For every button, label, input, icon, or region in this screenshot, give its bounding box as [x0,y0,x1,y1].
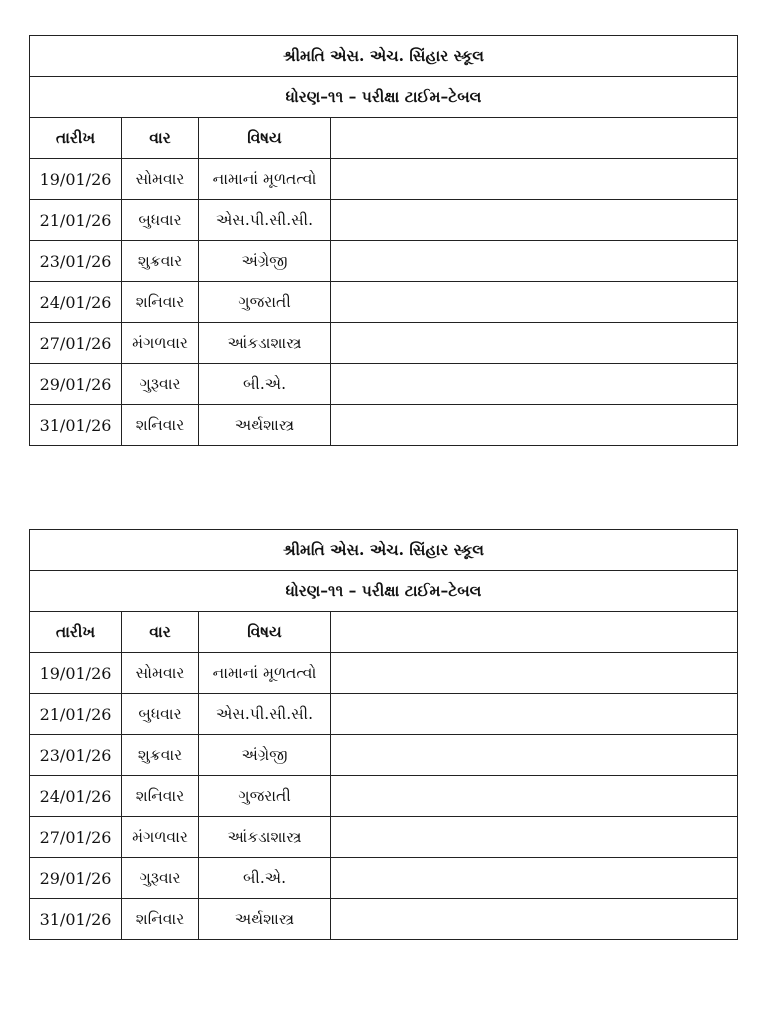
blank-cell [331,323,738,364]
title-row [30,530,738,571]
date-cell: 29/01/26 [30,364,122,405]
table-row [30,653,738,694]
date-cell: 19/01/26 [30,159,122,200]
day-cell: શુક્રવાર [122,241,199,282]
day-cell: શનિવાર [122,405,199,446]
header-row [30,118,738,159]
date-cell: 27/01/26 [30,323,122,364]
subject-cell: અર્થશાસ્ત્ર [199,899,331,940]
subject-cell: નામાનાં મૂળતત્વો [199,159,331,200]
date-cell: 24/01/26 [30,282,122,323]
table-row [30,899,738,940]
exam-timetable-1 [29,35,738,446]
date-cell: 31/01/26 [30,405,122,446]
table-row [30,735,738,776]
subject-cell: નામાનાં મૂળતત્વો [199,653,331,694]
day-cell: મંગળવાર [122,817,199,858]
subject-cell: ગુજરાતી [199,282,331,323]
exam-timetable-2 [29,529,738,940]
subject-cell: અંગ્રેજી [199,241,331,282]
date-cell: 27/01/26 [30,817,122,858]
blank-cell [331,899,738,940]
subject-cell: આંકડાશાસ્ત્ર [199,817,331,858]
day-cell: શનિવાર [122,899,199,940]
table-row [30,405,738,446]
date-cell: 24/01/26 [30,776,122,817]
subject-cell: ગુજરાતી [199,776,331,817]
blank-cell [331,159,738,200]
date-cell: 19/01/26 [30,653,122,694]
blank-cell [331,405,738,446]
table-row [30,159,738,200]
table-row [30,323,738,364]
header-date: તારીખ [30,118,122,159]
subject-cell: બી.એ. [199,364,331,405]
subject-cell: બી.એ. [199,858,331,899]
date-cell: 23/01/26 [30,241,122,282]
subject-cell: અંગ્રેજી [199,735,331,776]
header-date: તારીખ [30,612,122,653]
date-cell: 23/01/26 [30,735,122,776]
header-day: વાર [122,612,199,653]
date-cell: 29/01/26 [30,858,122,899]
subtitle-row [30,77,738,118]
table-row [30,858,738,899]
exam-title: ધોરણ–૧૧ – પરીક્ષા ટાઈમ–ટેબલ [30,77,738,118]
day-cell: ગુરૂવાર [122,858,199,899]
exam-title: ધોરણ–૧૧ – પરીક્ષા ટાઈમ–ટેબલ [30,571,738,612]
day-cell: શનિવાર [122,282,199,323]
blank-cell [331,653,738,694]
subject-cell: એસ.પી.સી.સી. [199,694,331,735]
subject-cell: અર્થશાસ્ત્ર [199,405,331,446]
day-cell: શુક્રવાર [122,735,199,776]
blank-cell [331,241,738,282]
table-row [30,694,738,735]
header-subject: વિષય [199,612,331,653]
day-cell: બુધવાર [122,694,199,735]
table-row [30,817,738,858]
subject-cell: એસ.પી.સી.સી. [199,200,331,241]
subject-cell: આંકડાશાસ્ત્ર [199,323,331,364]
header-blank [331,612,738,653]
header-blank [331,118,738,159]
date-cell: 31/01/26 [30,899,122,940]
header-row [30,612,738,653]
table-row [30,364,738,405]
day-cell: ગુરૂવાર [122,364,199,405]
header-subject: વિષય [199,118,331,159]
day-cell: સોમવાર [122,653,199,694]
header-day: વાર [122,118,199,159]
table-row [30,200,738,241]
day-cell: બુધવાર [122,200,199,241]
day-cell: સોમવાર [122,159,199,200]
subtitle-row [30,571,738,612]
blank-cell [331,364,738,405]
blank-cell [331,200,738,241]
school-name: શ્રીમતિ એસ. એચ. સિંહાર સ્કૂલ [30,36,738,77]
table-row [30,282,738,323]
blank-cell [331,817,738,858]
blank-cell [331,858,738,899]
table-row [30,776,738,817]
date-cell: 21/01/26 [30,200,122,241]
day-cell: શનિવાર [122,776,199,817]
school-name: શ્રીમતિ એસ. એચ. સિંહાર સ્કૂલ [30,530,738,571]
table-row [30,241,738,282]
blank-cell [331,282,738,323]
blank-cell [331,735,738,776]
date-cell: 21/01/26 [30,694,122,735]
day-cell: મંગળવાર [122,323,199,364]
blank-cell [331,776,738,817]
title-row [30,36,738,77]
blank-cell [331,694,738,735]
